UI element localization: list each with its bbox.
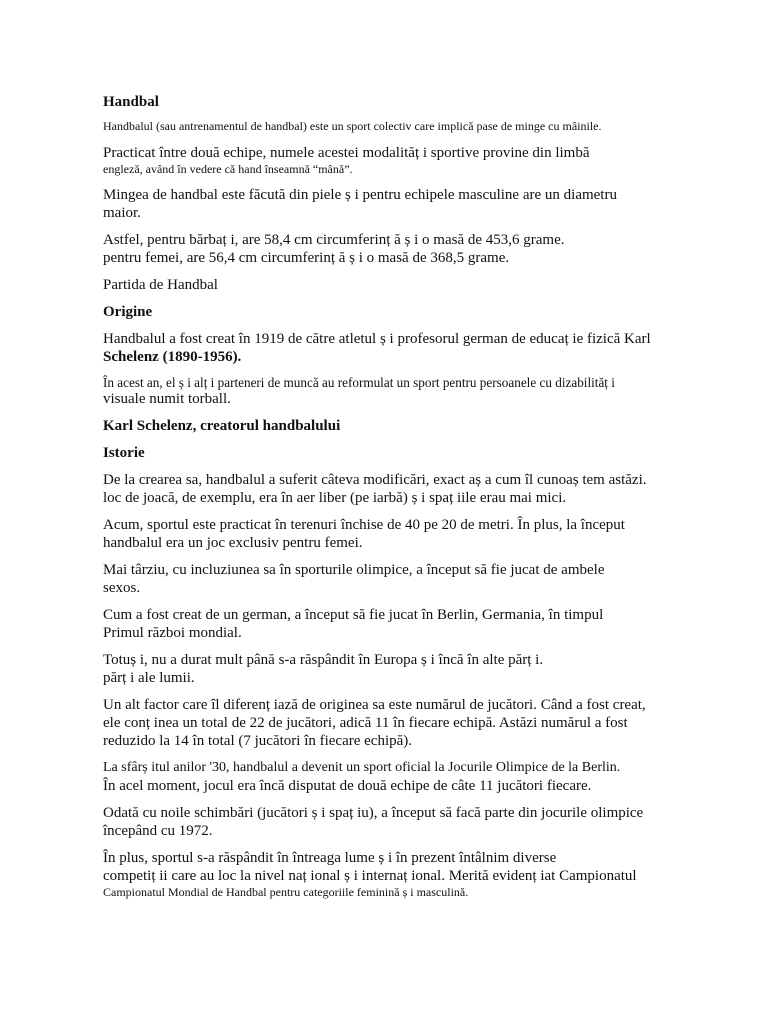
intro-paragraph: Handbalul (sau antrenamentul de handbal) este un sport colectiv care implică pase de minge cu mâinile.: [103, 119, 602, 133]
paragraph-9-line-2: Primul război mondial.: [103, 625, 242, 641]
paragraph-1: [103, 144, 698, 177]
paragraph-6-line-1: De la crearea sa, handbalul a suferit câteva modificări, exact aș a cum îl cunoaș tem astăzi.: [103, 472, 647, 488]
paragraph-5-line-1: În acest an, el ș i alț i parteneri de muncă au reformulat un sport pentru persoanele cu dizabilităț i: [103, 375, 615, 390]
paragraph-5: [103, 375, 698, 408]
paragraph-14-line-1: În plus, sportul s-a răspândit în întreaga lume ș i în prezent întâlnim diverse: [103, 850, 557, 866]
paragraph-3-line-2: pentru femei, are 56,4 cm circumferinț ă ș i o masă de 368,5 grame.: [103, 250, 510, 266]
paragraph-7-line-2: handbalul era un joc exclusiv pentru femei.: [103, 535, 363, 551]
paragraph-13-line-2: începând cu 1972.: [103, 823, 213, 839]
paragraph-4-line-1: Handbalul a fost creat în 1919 de către atletul ș i profesorul german de educaț ie fizică Karl: [103, 331, 651, 347]
paragraph-8: [103, 561, 698, 597]
origin-heading: Origine: [103, 304, 153, 320]
paragraph-7: [103, 516, 698, 552]
paragraph-1-line-2: engleză, având în vedere că hand înseamnă “mână”.: [103, 162, 353, 176]
paragraph-8-line-1: Mai târziu, cu incluziunea sa în sporturile olimpice, a început să fie jucat de ambele: [103, 562, 605, 578]
paragraph-12-line-1: La sfârș itul anilor '30, handbalul a devenit un sport oficial la Jocurile Olimpice de la Berlin.: [103, 760, 621, 775]
paragraph-14-line-2: competiț ii care au loc la nivel naț ional ș i internaț ional. Merită evidenț iat Campionatul: [103, 868, 637, 884]
paragraph-13-line-1: Odată cu noile schimbări (jucători ș i spaț iu), a început să facă parte din jocurile olimpice: [103, 805, 644, 821]
paragraph-11: [103, 696, 698, 750]
paragraph-5-line-2: visuale numit torball.: [103, 391, 231, 407]
paragraph-14: [103, 849, 698, 900]
paragraph-3: [103, 231, 698, 267]
paragraph-2-line-2: maior.: [103, 205, 141, 221]
paragraph-1-line-1: Practicat între două echipe, numele acestei modalităț i sportive provine din limbă: [103, 145, 590, 161]
paragraph-6-line-2: loc de joacă, de exemplu, era în aer liber (pe iarbă) ș i spaț iile erau mai mici.: [103, 490, 567, 506]
document-title: Handbal: [103, 94, 159, 110]
paragraph-8-line-2: sexos.: [103, 580, 141, 596]
paragraph-9-line-1: Cum a fost creat de un german, a început să fie jucat în Berlin, Germania, în timpul: [103, 607, 604, 623]
paragraph-7-line-1: Acum, sportul este practicat în terenuri închise de 40 pe 20 de metri. În plus, la început: [103, 517, 625, 533]
history-heading: Istorie: [103, 445, 145, 461]
paragraph-9: [103, 606, 698, 642]
paragraph-12: [103, 759, 698, 795]
paragraph-4: [103, 330, 698, 366]
image-caption: Partida de Handbal: [103, 277, 218, 293]
paragraph-11-line-2: ele conț inea un total de 22 de jucători, adică 11 în fiecare echipă. Astăzi numărul a fost: [103, 715, 628, 731]
paragraph-13: [103, 804, 698, 840]
paragraph-10-line-1: Totuș i, nu a durat mult până s-a răspândit în Europa ș i încă în alte părț i.: [103, 652, 544, 668]
paragraph-3-line-1: Astfel, pentru bărbaț i, are 58,4 cm circumferinț ă ș i o masă de 453,6 grame.: [103, 232, 565, 248]
paragraph-12-line-2: În acel moment, jocul era încă disputat de două echipe de câte 11 jucători fiecare.: [103, 778, 592, 794]
paragraph-10-line-2: părț i ale lumii.: [103, 670, 195, 686]
paragraph-6: [103, 471, 698, 507]
paragraph-14-line-3: Campionatul Mondial de Handbal pentru categoriile feminină ș i masculină.: [103, 885, 469, 899]
paragraph-2-line-1: Mingea de handbal este făcută din piele ș i pentru echipele masculine are un diametru: [103, 187, 617, 203]
paragraph-2: [103, 186, 698, 222]
paragraph-4-line-2: Schelenz (1890-1956).: [103, 349, 242, 365]
paragraph-11-line-3: reduzido la 14 în total (7 jucători în fiecare echipă).: [103, 733, 413, 749]
creator-subheading: Karl Schelenz, creatorul handbalului: [103, 418, 341, 434]
paragraph-10: [103, 651, 698, 687]
paragraph-11-line-1: Un alt factor care îl diferenț iază de originea sa este numărul de jucători. Când a fost creat,: [103, 697, 646, 713]
